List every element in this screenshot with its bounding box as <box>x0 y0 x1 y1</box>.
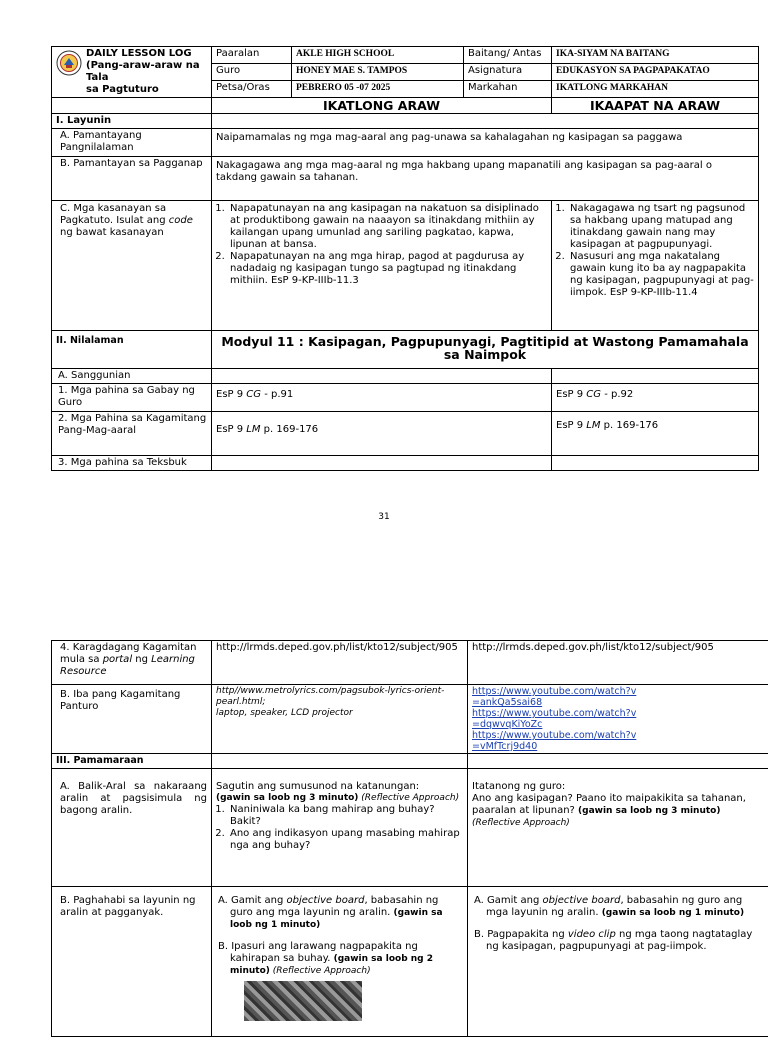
paaralan-label: Paaralan <box>212 47 292 64</box>
hardship-photo <box>244 981 362 1021</box>
baitang-label: Baitang/ Antas <box>464 47 552 64</box>
iba-day4 <box>468 685 768 754</box>
kasanayan-day4 <box>552 201 759 331</box>
youtube-link-3[interactable]: https://www.youtube.com/watch?v=vMfTcrj9d40 <box>472 730 642 752</box>
sanggunian-label: A. Sanggunian <box>52 369 212 384</box>
guro-value: HONEY MAE S. TAMPOS <box>292 64 464 81</box>
deped-seal-icon <box>56 50 82 76</box>
dll-title-cell <box>52 47 212 98</box>
dll-subtitle: (Pang-araw-araw na Tala <box>86 60 207 84</box>
balik-aral-day3: Sagutin ang sumusunod na katanungan: (gawin sa loob ng 3 minuto) (Reflective Approach) 1. Naniniwala ka bang mahirap ang buhay? Bakit? 2. Ano ang indikasyon upang masabing mahirap nga ang buhay? <box>212 769 468 887</box>
gabay-day4: EsP 9 CG - p.92 <box>552 384 759 412</box>
pamantayan-pagganap-text: Nakagagawa ang mga mag-aaral ng mga hakbang upang mapanatili ang kasipagan sa pag-aaral o takdang gawain sa tahanan. <box>212 157 759 201</box>
lesson-log-table-page2 <box>51 640 768 1037</box>
kasanayan-label: C. Mga kasanayan sa Pagkatuto. Isulat ang code ng bawat kasanayan <box>52 201 212 331</box>
teksbuk-label: 3. Mga pahina sa Teksbuk <box>52 456 212 471</box>
balik-aral-day4: Itatanong ng guro: Ano ang kasipagan? Paano ito maipakikita sa tahanan, paaralan at lipunan? (gawin sa loob ng 3 minuto) (Reflective Approach) <box>468 769 768 887</box>
iba-day3 <box>212 685 468 754</box>
asignatura-value: EDUKASYON SA PAGPAPAKATAO <box>552 64 759 81</box>
markahan-label: Markahan <box>464 81 552 98</box>
kasanayan-day4-item: 1. Nakagagawa ng tsart ng pagsunod sa hakbang upang matupad ang itinakdang gawain nang may kasipagan at pagpupunyagi. <box>568 203 754 251</box>
tools-text: laptop, speaker, LCD projector <box>216 708 463 719</box>
paaralan-value: AKLE HIGH SCHOOL <box>292 47 464 64</box>
dll-title: DAILY LESSON LOG <box>86 48 207 60</box>
lm-day4: EsP 9 LM p. 169-176 <box>552 412 759 456</box>
guro-label: Guro <box>212 64 292 81</box>
layunin-heading: I. Layunin <box>52 114 212 129</box>
petsa-label: Petsa/Oras <box>212 81 292 98</box>
paghahabi-label: B. Paghahabi sa layunin ng aralin at pagganyak. <box>52 887 212 1037</box>
kagamitan-label: 2. Mga Pahina sa Kagamitang Pang-Mag-aaral <box>52 412 212 456</box>
balik-aral-question: 2. Ano ang indikasyon upang masabing mahirap nga ang buhay? <box>228 828 463 852</box>
lrmds-day3: http://lrmds.deped.gov.ph/list/kto12/subject/905 <box>212 641 468 685</box>
metrolyrics-link[interactable]: http//www.metrolyrics.com/pagsubok-lyrics-orient-pearl.html; <box>216 686 463 708</box>
paghahabi-day3: A. Gamit ang objective board, babasahin ng guro ang mga layunin ng aralin. (gawin sa loob ng 1 minuto) B. Ipasuri ang larawang nagpapakita ng kahirapan sa buhay. (gawin sa loob ng 2 minuto) (Reflective Approach) <box>212 887 468 1037</box>
nilalaman-heading: II. Nilalaman <box>52 331 212 369</box>
youtube-link-2[interactable]: https://www.youtube.com/watch?v=dqwvqKiYoZc <box>472 708 642 730</box>
dll-subtitle-2: sa Pagtuturo <box>86 84 207 96</box>
pamamaraan-heading: III. Pamamaraan <box>52 754 212 769</box>
paghahabi-day4: A. Gamit ang objective board, babasahin ng guro ang mga layunin ng aralin. (gawin sa loob ng 1 minuto) B. Pagpapakita ng video clip ng mga taong nagtataglay ng kasipagan, pagpupunyagi at pag-iimpok. <box>468 887 768 1037</box>
balik-aral-label: A. Balik-Aral sa nakaraang aralin at pagsisimula ng bagong aralin. <box>52 769 212 887</box>
pamantayang-pangnilalaman-text: Naipamamalas ng mga mag-aaral ang pag-unawa sa kahalagahan ng kasipagan sa paggawa <box>212 129 759 157</box>
balik-aral-question: 1. Naniniwala ka bang mahirap ang buhay? Bakit? <box>228 804 463 828</box>
youtube-link-1[interactable]: https://www.youtube.com/watch?v=ankQa5sai68 <box>472 686 642 708</box>
page-number: 31 <box>0 512 768 522</box>
gabay-label: 1. Mga pahina sa Gabay ng Guro <box>52 384 212 412</box>
petsa-value: PEBRERO 05 -07 2025 <box>292 81 464 98</box>
blank-day-header <box>52 98 212 114</box>
iba-label: B. Iba pang Kagamitang Panturo <box>52 685 212 754</box>
kasanayan-day3-item: 2. Napapatunayan na ang mga hirap, pagod at pagdurusa ay nadadaig ng kasipagan tungo sa pagtupad ng itinakdang mithiin. EsP 9-KP-IIIb-11.3 <box>228 251 547 287</box>
kasanayan-day3 <box>212 201 552 331</box>
kasanayan-day4-item: 2. Nasusuri ang mga nakatalang gawain kung ito ba ay nagpapakita ng kasipagan, pagpupunyagi at pag-iimpok. EsP 9-KP-IIIb-11.4 <box>568 251 754 299</box>
gabay-day3: EsP 9 CG - p.91 <box>212 384 552 412</box>
baitang-value: IKA-SIYAM NA BAITANG <box>552 47 759 64</box>
karagdagang-label: 4. Karagdagang Kagamitan mula sa portal ng Learning Resource <box>52 641 212 685</box>
asignatura-label: Asignatura <box>464 64 552 81</box>
lrmds-day4: http://lrmds.deped.gov.ph/list/kto12/subject/905 <box>468 641 768 685</box>
pamantayan-pagganap-label: B. Pamantayan sa Pagganap <box>52 157 212 201</box>
markahan-value: IKATLONG MARKAHAN <box>552 81 759 98</box>
modyul-title: Modyul 11 : Kasipagan, Pagpupunyagi, Pagtitipid at Wastong Pamamahala sa Naimpok <box>212 331 759 369</box>
lm-day3: EsP 9 LM p. 169-176 <box>212 412 552 456</box>
kasanayan-day3-item: 1. Napapatunayan na ang kasipagan na nakatuon sa disiplinado at produktibong gawain na naaayon sa itinakdang mithiin ay kailangan upang umunlad ang sariling pagkatao, kapwa, lipunan at bansa. <box>228 203 547 251</box>
lesson-log-table-page1 <box>51 46 759 471</box>
pamantayang-pangnilalaman-label: A. Pamantayang Pangnilalaman <box>52 129 212 157</box>
day4-header: IKAAPAT NA ARAW <box>552 98 759 114</box>
day3-header: IKATLONG ARAW <box>212 98 552 114</box>
